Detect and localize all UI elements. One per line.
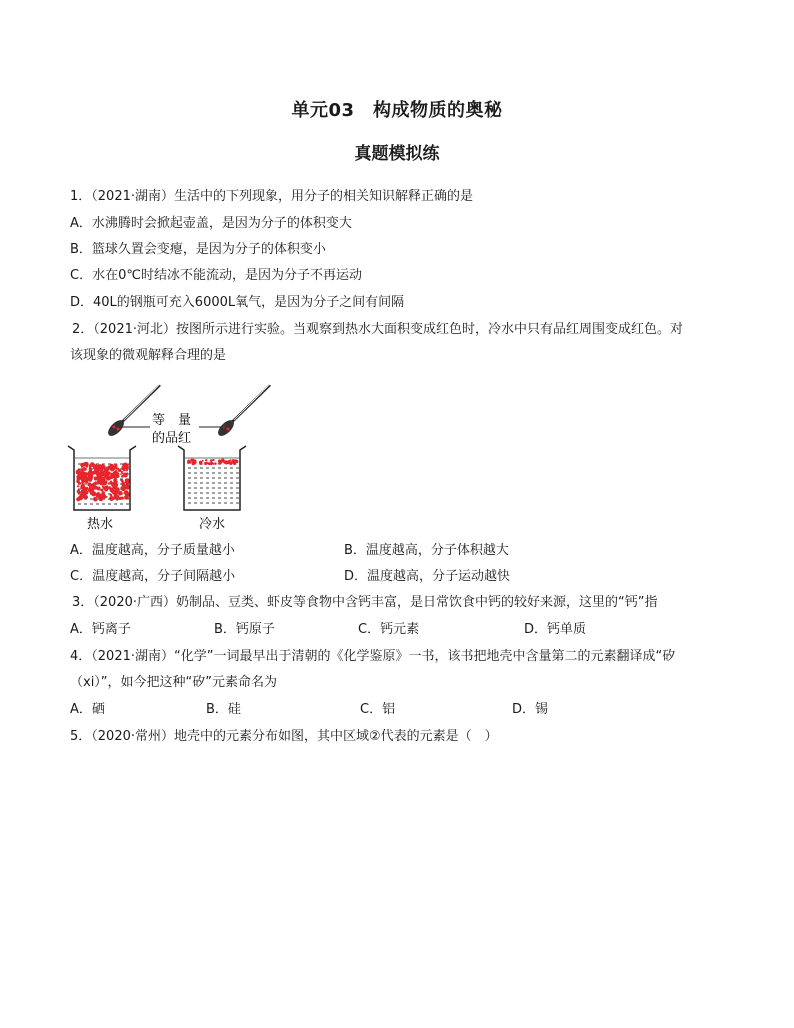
diffusion-experiment-figure: [64, 380, 284, 530]
question-3-option-b[interactable]: B．钙原子: [214, 622, 275, 637]
question-5-stem: 5．（2020·常州）地壳中的元素分布如图，其中区域②代表的元素是（ ）: [70, 729, 498, 744]
question-2-stem-line-2: 该现象的微观解释合理的是: [70, 348, 227, 363]
question-3-stem: 3．（2020·广西）奶制品、豆类、虾皮等食物中含钙丰富，是日常饮食中钙的较好来源，这里的“钙”指: [72, 595, 658, 610]
cold-water-label: 冷水: [198, 517, 226, 530]
question-1-option-c[interactable]: C．水在0℃时结冰不能流动，是因为分子不再运动: [70, 268, 362, 283]
hot-water-label: 热水: [86, 517, 114, 530]
question-4-option-a[interactable]: A．硒: [70, 702, 105, 717]
question-2-option-b[interactable]: B．温度越高，分子体积越大: [344, 543, 509, 558]
page-title: 单元03 构成物质的奥秘: [291, 100, 503, 121]
figure-label-equal-amount: 等 量: [152, 413, 192, 428]
question-4-option-d[interactable]: D．锡: [512, 702, 549, 717]
question-1-option-d[interactable]: D．40L的钢瓶可充入6000L氧气，是因为分子之间有间隔: [70, 295, 405, 310]
hot-water-beaker: [68, 446, 136, 510]
question-2-option-a[interactable]: A．温度越高，分子质量越小: [70, 543, 235, 558]
question-4-option-b[interactable]: B．硅: [206, 702, 241, 717]
question-1-option-a[interactable]: A．水沸腾时会掀起壶盖，是因为分子的体积变大: [70, 216, 352, 231]
question-3-option-d[interactable]: D．钙单质: [524, 622, 587, 637]
question-1-option-b[interactable]: B．篮球久置会变瘪，是因为分子的体积变小: [70, 242, 326, 257]
page-subtitle: 真题模拟练: [354, 144, 440, 164]
figure-label-dye: 的品红: [152, 431, 192, 446]
question-2-option-d[interactable]: D．温度越高，分子运动越快: [344, 569, 511, 584]
question-2-option-c[interactable]: C．温度越高，分子间隔越小: [70, 569, 236, 584]
question-3-option-c[interactable]: C．钙元素: [358, 622, 420, 637]
question-2-stem-line-1: 2．（2021·河北）按图所示进行实验。当观察到热水大面积变成红色时，冷水中只有品红周围变成红色。对: [72, 322, 683, 337]
right-spoon-icon: [215, 383, 271, 439]
question-4-stem-line-2: （xi）”，如今把这种“矽”元素命名为: [70, 675, 278, 690]
question-4-stem-line-1: 4．（2021·湖南）“化学”一词最早出于清朝的《化学鉴原》一书，该书把地壳中含量第二的元素翻译成“矽: [70, 649, 676, 664]
question-3-option-a[interactable]: A．钙离子: [70, 622, 131, 637]
question-1-stem: 1．（2021·湖南）生活中的下列现象，用分子的相关知识解释正确的是: [70, 189, 473, 204]
cold-water-beaker: [178, 446, 246, 510]
question-4-option-c[interactable]: C．铝: [360, 702, 396, 717]
